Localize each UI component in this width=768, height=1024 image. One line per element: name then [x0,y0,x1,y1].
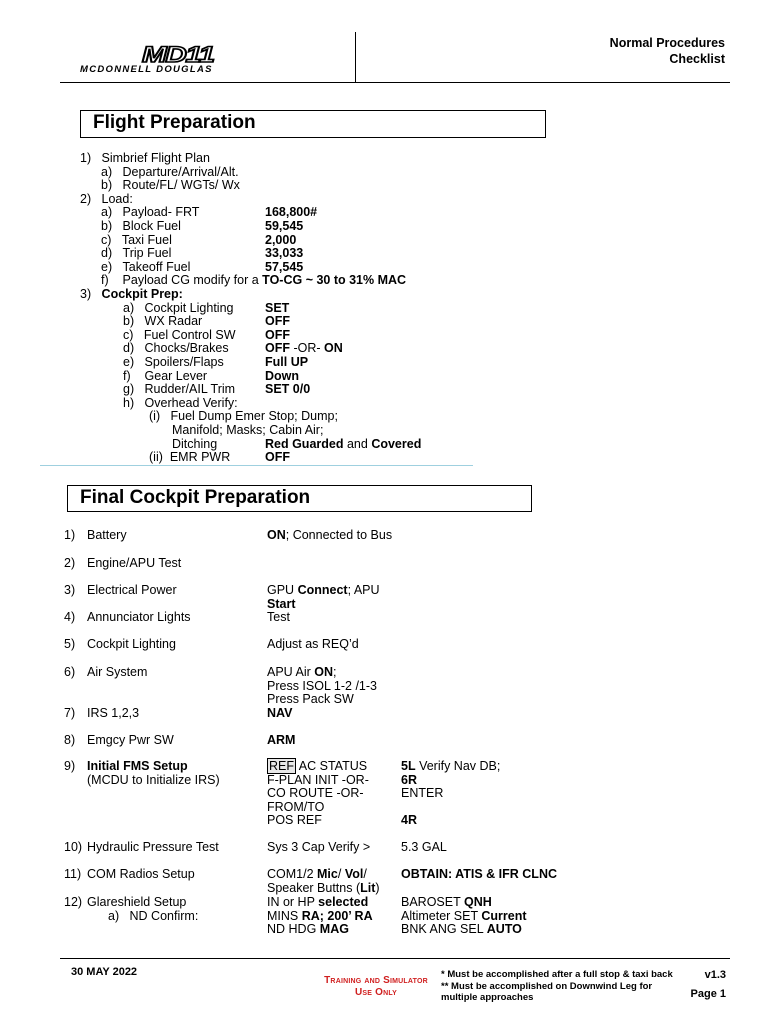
step-action [267,734,295,748]
step-action [267,680,377,694]
step-sublabel: (MCDU to Initialize IRS) [87,772,220,787]
flight-prep-item [123,369,207,383]
item-label: Ditching [172,436,218,451]
step-action [267,882,380,896]
item-label: 1) Simbrief Flight Plan [80,151,210,165]
footer-note-1: * Must be accomplished after a full stop & taxi back [441,969,673,980]
action-text: F-PLAN INIT -OR- [267,772,369,787]
step-action [267,666,336,680]
flight-prep-item [101,273,406,287]
step-number: 11) [64,867,82,881]
item-label: a) Payload- FRT [101,205,200,220]
value-part: Start [267,596,296,611]
value-part: Connect [297,583,348,597]
item-emphasis: TO-CG ~ 30 to 31% MAC [262,273,407,288]
value-part: / [363,867,367,881]
value-part: Altimeter SET [401,908,482,923]
value-part: Lit [360,880,376,895]
flight-prep-item [101,246,171,260]
item-label: c) Fuel Control SW [123,327,236,342]
value-part: ON [267,528,286,542]
item-value-main: Full UP [265,355,309,369]
item-value-mid: and [343,436,372,451]
footer-note-2: ** Must be accomplished on Downwind Leg for [441,980,653,992]
flight-prep-item [149,450,230,464]
item-label: f) Payload CG modify for a [101,273,263,288]
item-label: a) Cockpit Lighting [123,300,234,315]
value-part: Current [481,908,527,923]
flight-prep-item [101,219,181,233]
fms-action [267,814,322,828]
header-rule [60,82,730,83]
document-title [610,35,725,67]
item-value [265,382,310,396]
item-value-main: Down [265,368,300,383]
flight-prep-item [80,192,133,206]
step-number: 8) [64,733,76,747]
value-part: NAV [267,706,293,720]
ref-key: REF [269,759,294,773]
value-part: ARM [267,733,296,747]
value-part: ; APU [347,583,380,597]
step-number: 7) [64,706,76,720]
flight-prep-item [101,178,240,192]
item-value [265,341,343,355]
fms-action [267,787,364,801]
item-value [265,437,421,451]
action-text: CO ROUTE -OR- [267,786,364,801]
item-value [265,246,303,260]
item-value-mid: -OR- [290,341,325,356]
item-label: d) Chocks/Brakes [123,341,229,356]
step-action [267,529,392,543]
item-label: 2) Load: [80,191,133,206]
value-part: / [337,867,345,881]
step-number: 1) [64,528,76,542]
value-part: ON [314,665,333,679]
item-label: e) Takeoff Fuel [101,259,191,274]
flight-prep-item [101,165,239,179]
step-label: Air System [87,665,148,679]
value-part: RA; 200’ RA [301,908,373,923]
flight-prep-item [149,409,338,423]
fms-result [401,910,527,924]
step-action [267,611,290,625]
item-value [265,328,290,342]
step-number: 12) [64,895,83,909]
value-part: COM1/2 [267,867,318,881]
item-label: a) Departure/Arrival/Alt. [101,164,239,179]
footer-version-page [691,966,726,1004]
mcdonnell-douglas-logo [80,42,275,74]
item-value [265,314,290,328]
item-value-main: 59,545 [265,219,304,233]
step-action [267,707,292,721]
flight-prep-item [123,341,229,355]
step-label: Emgcy Pwr SW [87,733,174,747]
value-part: GPU [267,583,298,597]
flight-prep-item [172,423,323,437]
md11-logo-text: MD11 [142,42,214,67]
item-label: (i) Fuel Dump Emer Stop; Dump; [149,409,338,424]
item-label: b) WX Radar [123,314,203,329]
value-part: OBTAIN: ATIS & IFR CLNC [401,867,557,881]
lsk-key: 4R [401,813,417,828]
step-number: 5) [64,637,76,651]
item-label: g) Rudder/AIL Trim [123,382,236,397]
flight-prep-item [80,287,183,301]
flight-prep-item [123,314,202,328]
item-value-main: SET 0/0 [265,382,311,397]
step-label: Annunciator Lights [87,610,191,624]
step-result [401,841,447,855]
item-label: Manifold; Masks; Cabin Air; [172,423,324,437]
step-number: 4) [64,610,76,624]
step-label: Electrical Power [87,583,177,597]
step-number: 6) [64,665,76,679]
header-divider [355,32,356,82]
item-label: 3) [80,287,102,301]
value-part: AUTO [486,922,522,937]
action-text: FROM/TO [267,799,325,814]
fms-action [267,774,369,788]
item-label: e) Spoilers/Flaps [123,355,224,369]
fms-action [267,923,349,937]
item-value [265,219,303,233]
section-title-final-cockpit-preparation: Final Cockpit Preparation [67,485,532,512]
flight-prep-item [101,205,199,219]
fms-action [267,910,373,924]
item-value-main: OFF [265,450,290,465]
footer-date: 30 MAY 2022 [71,966,138,978]
item-value-end: ON [324,341,343,356]
item-value-end: Covered [371,436,422,451]
footer-note-3: multiple approaches [441,992,534,1003]
fms-action [267,801,324,815]
value-part: Mic [317,867,338,881]
value-part: BNK ANG SEL [401,922,487,937]
training-use-notice [316,975,436,999]
item-value-main: 57,545 [265,259,304,274]
item-value [265,369,299,383]
fms-result [401,760,500,774]
item-value-main: OFF [265,314,290,329]
training-line-2: Use Only [354,987,398,998]
step-result [401,868,557,882]
footer-notes [441,969,673,1004]
title-line-2: Checklist [669,52,725,66]
value-part: ; [333,665,337,679]
flight-prep-item [101,233,172,247]
value-part: ) [375,880,380,895]
step-label: Hydraulic Pressure Test [87,840,219,854]
item-value-main: 2,000 [265,232,297,247]
fms-result [401,787,443,801]
step-action [267,841,370,855]
item-value [265,301,289,315]
version: v1.3 [704,969,726,981]
step-label: Battery [87,528,127,542]
footer-rule [60,958,730,959]
item-emphasis: Cockpit Prep: [101,287,183,301]
action-text: POS REF [267,813,322,828]
item-value-main: 33,033 [265,246,304,261]
item-value [265,260,303,274]
title-line-1: Normal Procedures [609,36,725,50]
lsk-key: 5L [401,759,416,773]
value-part: IN or HP [267,895,319,909]
step-action [267,693,354,707]
fms-action [267,896,368,910]
item-label: b) Route/FL/ WGTs/ Wx [101,178,240,193]
step-number: 2) [64,556,76,570]
value-part: 5.3 GAL [401,840,447,854]
value-part: MAG [319,922,349,937]
value-part: ; Connected to Bus [285,528,393,542]
step-label: Cockpit Lighting [87,637,176,651]
step-number: 10) [64,840,83,854]
training-line-1: Training and Simulator [324,975,428,986]
value-part: Speaker Buttns ( [267,880,361,895]
section-separator [40,465,473,466]
flight-prep-item [123,301,233,315]
item-value-main: SET [265,300,290,315]
value-part: Test [267,610,290,624]
step-number: 3) [64,583,76,597]
fms-result [401,774,417,788]
item-value-main: Red Guarded [265,436,344,451]
value-part: Sys 3 Cap Verify > [267,840,371,854]
flight-prep-item [123,355,224,369]
result-text: Verify Nav DB; [415,759,501,773]
item-value [265,355,308,369]
step-label: COM Radios Setup [87,867,195,881]
step-action [267,868,367,882]
fms-result [401,923,522,937]
step-sublabel: a) ND Confirm: [108,908,199,923]
step-label: Initial FMS Setup [87,759,188,773]
item-value-main: 168,800# [265,205,318,220]
item-label: c) Taxi Fuel [101,232,172,247]
item-label: d) Trip Fuel [101,246,172,261]
step-action [267,638,359,652]
value-part: Vol [344,867,364,881]
item-value [265,205,317,219]
value-part: Adjust as REQ’d [267,637,359,651]
lsk-key: 6R [401,772,417,787]
step-number: 9) [64,759,76,773]
fms-result [401,814,417,828]
section-title-flight-preparation: Flight Preparation [80,110,546,138]
item-value-main: OFF [265,341,290,356]
item-label: b) Block Fuel [101,219,181,233]
value-part: Press Pack SW [267,692,354,707]
item-label: h) Overhead Verify: [123,395,238,410]
fms-result [401,896,492,910]
brand-name: MCDONNELL DOUGLAS [80,64,213,75]
value-part: Press ISOL 1-2 /1-3 [267,678,377,693]
step-label: IRS 1,2,3 [87,706,140,720]
value-part: APU Air [267,665,315,679]
flight-prep-item [101,260,190,274]
item-value-main: OFF [265,327,290,342]
flight-prep-item [123,396,238,410]
value-part: ND HDG [267,922,320,937]
value-part: selected [318,895,369,909]
value-part: MINS [267,908,302,923]
item-value [265,233,296,247]
flight-prep-item [172,437,217,451]
fms-action [267,760,367,774]
step-label: Glareshield Setup [87,895,187,909]
flight-prep-item [123,328,236,342]
step-label: Engine/APU Test [87,556,182,570]
action-text: AC STATUS [296,759,368,773]
flight-prep-item [80,151,210,165]
page-number: Page 1 [690,988,726,1000]
item-label: (ii) EMR PWR [149,450,231,465]
item-label: f) Gear Lever [123,368,208,383]
item-value [265,450,290,464]
result-text: ENTER [401,786,444,801]
step-action [267,584,380,598]
flight-prep-item [123,382,235,396]
value-part: BAROSET [401,895,464,909]
value-part: QNH [463,895,492,909]
